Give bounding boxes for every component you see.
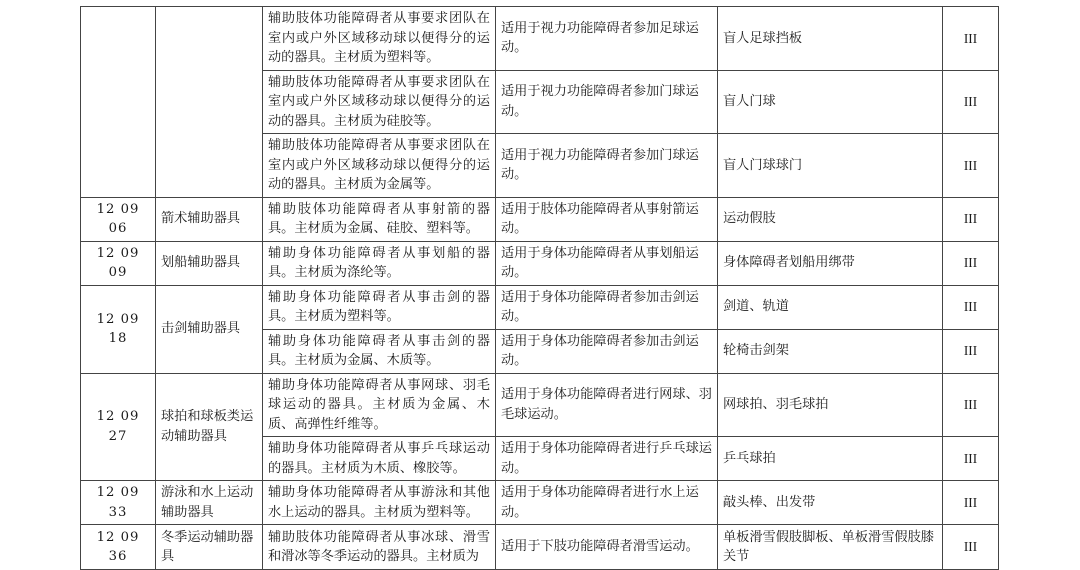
example-cell: 运动假肢: [718, 197, 943, 241]
desc-cell: 辅助肢体功能障碍者从事要求团队在室内或户外区域移动球以便得分的运动的器具。主材质为金属等。: [263, 134, 496, 198]
apply-cell: 适用于身体功能障碍者进行水上运动。: [496, 481, 718, 525]
code-cell: 12 09 36: [81, 525, 156, 570]
apply-cell: 适用于身体功能障碍者进行乒乓球运动。: [496, 437, 718, 481]
desc-cell: 辅助身体功能障碍者从事网球、羽毛球运动的器具。主材质为金属、木质、高弹性纤维等。: [263, 373, 496, 437]
name-cell: 击剑辅助器具: [156, 285, 263, 373]
desc-cell: 辅助肢体功能障碍者从事要求团队在室内或户外区域移动球以便得分的运动的器具。主材质为硅胶等。: [263, 70, 496, 134]
example-cell: 盲人足球挡板: [718, 7, 943, 71]
class-cell: III: [943, 437, 999, 481]
apply-cell: 适用于身体功能障碍者参加击剑运动。: [496, 329, 718, 373]
code-cell: 12 09 33: [81, 481, 156, 525]
class-cell: III: [943, 70, 999, 134]
name-cell: 划船辅助器具: [156, 241, 263, 285]
code-cell: 12 09 06: [81, 197, 156, 241]
table-row: [81, 373, 999, 437]
desc-cell: 辅助身体功能障碍者从事划船的器具。主材质为涤纶等。: [263, 241, 496, 285]
example-cell: 轮椅击剑架: [718, 329, 943, 373]
table-row: [81, 241, 999, 285]
name-cell: 箭术辅助器具: [156, 197, 263, 241]
class-cell: III: [943, 329, 999, 373]
example-cell: 网球拍、羽毛球拍: [718, 373, 943, 437]
code-cell: [81, 7, 156, 198]
apply-cell: 适用于视力功能障碍者参加门球运动。: [496, 134, 718, 198]
apply-cell: 适用于身体功能障碍者进行网球、羽毛球运动。: [496, 373, 718, 437]
class-cell: III: [943, 197, 999, 241]
code-cell: 12 09 09: [81, 241, 156, 285]
class-cell: III: [943, 525, 999, 570]
class-cell: III: [943, 481, 999, 525]
class-cell: III: [943, 285, 999, 329]
class-cell: III: [943, 373, 999, 437]
example-cell: 盲人门球球门: [718, 134, 943, 198]
apply-cell: 适用于视力功能障碍者参加门球运动。: [496, 70, 718, 134]
name-cell: [156, 7, 263, 198]
desc-cell: 辅助身体功能障碍者从事乒乓球运动的器具。主材质为木质、橡胶等。: [263, 437, 496, 481]
example-cell: 盲人门球: [718, 70, 943, 134]
example-cell: 单板滑雪假肢脚板、单板滑雪假肢膝关节: [718, 525, 943, 570]
apply-cell: 适用于身体功能障碍者从事划船运动。: [496, 241, 718, 285]
code-cell: 12 09 18: [81, 285, 156, 373]
example-cell: 乒乓球拍: [718, 437, 943, 481]
table-row: [81, 197, 999, 241]
desc-cell: 辅助身体功能障碍者从事击剑的器具。主材质为金属、木质等。: [263, 329, 496, 373]
desc-cell: 辅助身体功能障碍者从事击剑的器具。主材质为塑料等。: [263, 285, 496, 329]
example-cell: 剑道、轨道: [718, 285, 943, 329]
class-cell: III: [943, 241, 999, 285]
apply-cell: 适用于肢体功能障碍者从事射箭运动。: [496, 197, 718, 241]
code-cell: 12 09 27: [81, 373, 156, 481]
example-cell: 身体障碍者划船用绑带: [718, 241, 943, 285]
example-cell: 敲头棒、出发带: [718, 481, 943, 525]
table-row: [81, 525, 999, 570]
equipment-table: [80, 6, 999, 570]
apply-cell: 适用于视力功能障碍者参加足球运动。: [496, 7, 718, 71]
table-row: [81, 7, 999, 71]
desc-cell: 辅助肢体功能障碍者从事要求团队在室内或户外区域移动球以便得分的运动的器具。主材质为塑料等。: [263, 7, 496, 71]
name-cell: 冬季运动辅助器具: [156, 525, 263, 570]
table-row: [81, 285, 999, 329]
class-cell: III: [943, 7, 999, 71]
name-cell: 游泳和水上运动辅助器具: [156, 481, 263, 525]
table-row: [81, 481, 999, 525]
desc-cell: 辅助肢体功能障碍者从事冰球、滑雪和滑冰等冬季运动的器具。主材质为: [263, 525, 496, 570]
apply-cell: 适用于下肢功能障碍者滑雪运动。: [496, 525, 718, 570]
desc-cell: 辅助身体功能障碍者从事游泳和其他水上运动的器具。主材质为塑料等。: [263, 481, 496, 525]
class-cell: III: [943, 134, 999, 198]
apply-cell: 适用于身体功能障碍者参加击剑运动。: [496, 285, 718, 329]
desc-cell: 辅助肢体功能障碍者从事射箭的器具。主材质为金属、硅胶、塑料等。: [263, 197, 496, 241]
name-cell: 球拍和球板类运动辅助器具: [156, 373, 263, 481]
